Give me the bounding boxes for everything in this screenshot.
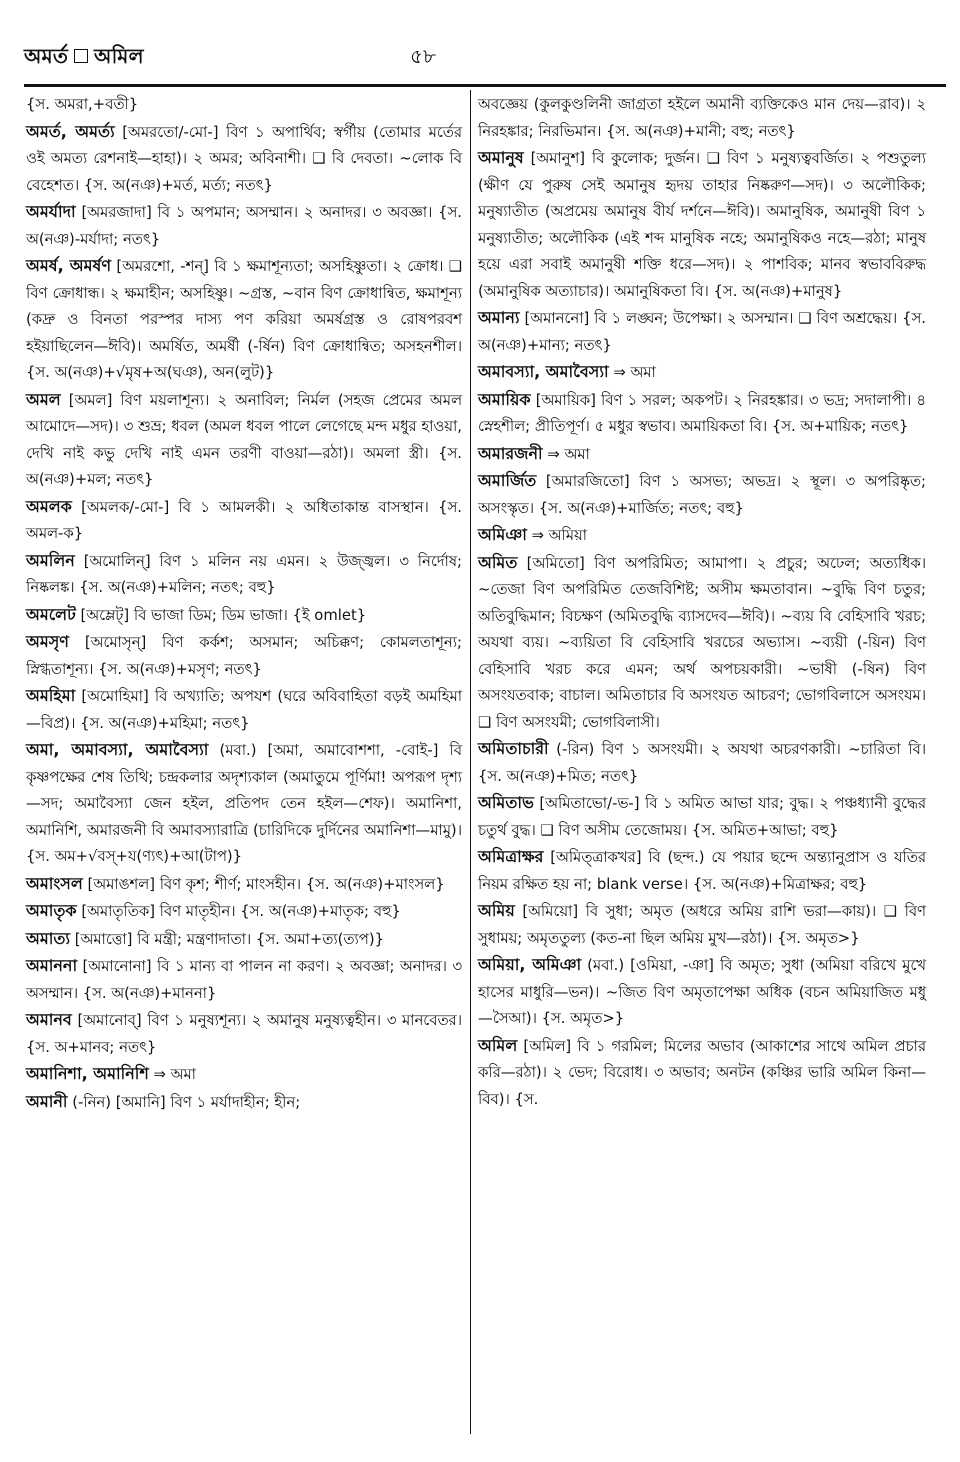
- entry-text: [অমায়িক] বিণ ১ সরল; অকপট। ২ নিরহঙ্কার। ৩ ভদ্র; সদালাপী। ৪ স্নেহশীল; প্রীতিপূর্ণ। ৫ মধুর স্বভাব। অমায়িকতা বি। {স. অ+মায়িক; নতৎ}: [478, 391, 926, 435]
- entry-text: [অমরশো, -শন্] বি ১ ক্ষমাশূন্যতা; অসহিষ্ণুতা। ২ ক্রোধ। ❑ বিণ ক্রোধান্ধ। ২ ক্ষমাহীন; অসহিষ্ণু। ~গ্রস্ত, ~বান বিণ ক্রোধান্বিত, ক্ষমাশূন্য (কদ্রু ও বিনতা পরস্পর দাস্য পণ করিয়া অমর্ষগ্রস্ত ও রোষপরবশ হইয়াছিলেন—ঈবি)। অমর্ষিত, অমর্ষী (-র্ষিন) বিণ ক্রোধান্বিত; অসহনশীল। {স. অ(নঞ)+√মৃষ+অ(ঘঞ), অন(লুট)}: [26, 258, 462, 381]
- headword: অমিল: [478, 1035, 518, 1055]
- entry-text: ⇒ অমিয়া: [531, 527, 587, 544]
- entry-text: [অমিয়ো] বি সুধা; অমৃত (অধরে অমিয় রাশি ভরা—কায়)। ❑ বিণ সুধাময়; অমৃততুল্য (কত-না ছিল অমিয় মুখ—রঠা)। {স. অমৃত>}: [478, 903, 926, 947]
- guide-word-last: অমিল: [94, 44, 144, 68]
- dictionary-entry: [26, 953, 462, 1007]
- dictionary-entry: [26, 548, 462, 602]
- dictionary-entry: [26, 1089, 462, 1117]
- entry-text: [অমারজিতো] বিণ ১ অসভ্য; অভদ্র। ২ স্থূল। ৩ অপরিষ্কৃত; অসংস্কৃত। {স. অ(নঞ)+মার্জিত; নতৎ; বহু}: [478, 473, 926, 517]
- headword: অমিতাভ: [478, 793, 534, 812]
- headword: অমিত্রাক্ষর: [478, 847, 544, 866]
- headword: অমাননা: [26, 956, 78, 975]
- entry-text: [অমরজাদা] বি ১ অপমান; অসম্মান। ২ অনাদর। ৩ অবজ্ঞা। {স. অ(নঞ)-মর্যাদা; নতৎ}: [26, 204, 462, 248]
- dictionary-entry: [478, 387, 926, 441]
- headword: অমসৃণ: [26, 632, 69, 651]
- entry-text: [অমিল] বি ১ গরমিল; মিলের অভাব (আকাশের সাথে অমিল প্রচার করি—রঠা)। ২ ভেদ; বিরোধ। ৩ অভাব; অনটন (কঞ্চির ভারি অমিল কিনা—বিব)। {স.: [478, 1037, 926, 1108]
- page-number: ৫৮: [410, 44, 436, 68]
- entry-text: [অমোলিন্] বিণ ১ মলিন নয় এমন। ২ উজ্জ্বল। ৩ নির্দোষ; নিষ্কলঙ্ক। {স. অ(নঞ)+মলিন; নতৎ; বহু}: [26, 552, 462, 596]
- headword: অমানব: [26, 1010, 72, 1029]
- dictionary-entry: [26, 387, 462, 494]
- dictionary-entry: [26, 898, 462, 926]
- right-column: [478, 92, 926, 1113]
- entry-text: ⇒ অমা: [613, 364, 656, 381]
- entry-text: [অমানুশ] বি কুলোক; দুর্জন। ❑ বিণ ১ মনুষ্যত্ববর্জিত। ২ পশুতুল্য (ক্ষীণ যে পুরুষ সেই অমানুষ হৃদয় তাহার নিষ্করুণ—সদ)। ৩ অলৌকিক; মনুষ্যাতীত (অপ্রমেয় অমানুষ বীর্য দর্শনে—ঈবি)। অমানুষিক, অমানুষী বিণ ১ মনুষ্যাতীত; অলৌকিক (এই শব্দ মানুষিক নহে; অমানুষিকও নহে—রঠা; মানুষ হয়ে এরা সবাই অমানুষী শক্তি ধরে—সদ)। ২ পাশবিক; মানব স্বভাববিরুদ্ধ (অমানুষিক অত্যাচার)। অমানুষিকতা বি। {স. অ(নঞ)+মানুষ}: [478, 150, 926, 300]
- headword: অমিয়: [478, 901, 515, 920]
- dictionary-entry: [478, 790, 926, 844]
- entry-text: (মবা.) [অমা, অমাবোশশা, -বোই-] বি কৃষ্ণপক্ষের শেষ তিথি; চন্দ্রকলার অদৃশ্যকাল (অমাতুমে পূর্ণিমা! অপরূপ দৃশ্য—সদ; অমাবৈস্যা জেন হইল, প্রতিপদ তেন হইল—শেফ)। অমানিশা, অমানিশি, অমারজনী বি অমাবস্যারাত্রি (চারিদিকে দুর্দিনের অমানিশা—মামু)। {স. অম+√বস্+য(ণ্যৎ)+আ(টাপ)}: [26, 742, 462, 865]
- guide-word-first: অমর্ত: [24, 44, 69, 68]
- entry-text: [অমানোব্] বিণ ১ মনুষ্যশূন্য। ২ অমানুষ মনুষ্যত্বহীন। ৩ মানবেতর। {স. অ+মানব; নতৎ}: [26, 1012, 462, 1056]
- dictionary-entry: [478, 898, 926, 952]
- headword: অমার্জিত: [478, 471, 537, 490]
- dictionary-entry: [478, 92, 926, 145]
- entry-text: (মবা.) [ওমিয়া, -ঞা] বি অমৃত; সুধা (অমিয়া বরিখে মুখে হাসের মাধুরি—ভন)। ~জিত বিণ অমৃতাপেক্ষা অধিক (বচন অমিয়াজিত মধু—সৈআ)। {স. অমৃত>}: [478, 957, 926, 1027]
- entry-text: [অমানোনা] বি ১ মান্য বা পালন না করণ। ২ অবজ্ঞা; অনাদর। ৩ অসম্মান। {স. অ(নঞ)+মাননা}: [26, 958, 462, 1002]
- left-column: [26, 92, 462, 1116]
- dictionary-entry: [26, 1061, 462, 1089]
- headword: অমাংসল: [26, 873, 83, 893]
- dictionary-entry: [478, 468, 926, 522]
- dictionary-entry: [478, 736, 926, 790]
- headword: অমিতাচারী: [478, 739, 549, 758]
- entry-text: [অম্লেট্] বি ভাজা ডিম; ডিম ভাজা। {ই omlet}: [80, 606, 367, 624]
- entry-text: [অমোসৃন্] বিণ কর্কশ; অসমান; অচিক্কণ; কোমলতাশূন্য; স্নিগ্ধতাশূন্য। {স. অ(নঞ)+মসৃণ; নতৎ}: [26, 634, 462, 678]
- headword: অমারজনী: [478, 443, 543, 463]
- guide-words: [24, 42, 144, 75]
- dictionary-entry: [26, 602, 462, 630]
- entry-text: [অমিত্‌ত্রাকখর] বি (ছন্দ.) যে পয়ার ছন্দে অন্ত্যানুপ্রাস ও যতির নিয়ম রক্ষিত হয় না; blank verse। {স. অ(নঞ)+মিত্রাক্ষর; বহু}: [478, 849, 926, 893]
- headword: অমা, অমাবস্যা, অমাবৈস্যা: [26, 740, 209, 759]
- dictionary-entry: [26, 253, 462, 387]
- headword: অমর্ত, অমর্ত্য: [26, 121, 115, 141]
- entry-text: (-নিন) [অমানি] বিণ ১ মর্যাদাহীন; হীন;: [72, 1093, 301, 1111]
- dictionary-entry: [478, 1033, 926, 1114]
- dictionary-entry: [26, 926, 462, 954]
- headword: অমিঞা: [478, 525, 527, 544]
- entry-text: [অমোহিমা] বি অখ্যাতি; অপযশ (ঘরে অবিবাহিতা বড়ই অমহিমা—বিপ্র)। {স. অ(নঞ)+মহিমা; নতৎ}: [26, 688, 462, 732]
- headword: অমানুষ: [478, 148, 524, 167]
- dictionary-entry: [478, 844, 926, 898]
- dictionary-entry: [478, 145, 926, 305]
- headword: অমর্ষ, অমর্ষণ: [26, 256, 112, 275]
- entry-text: (-রিন) বিণ ১ অসংযমী। ২ অযথা অচরণকারী। ~চারিতা বি। {স. অ(নঞ)+মিত; নতৎ}: [478, 741, 926, 785]
- headword: অমিত: [478, 552, 518, 572]
- headword: অমানিশা, অমানিশি: [26, 1064, 149, 1083]
- headword: অমায়িক: [478, 389, 531, 409]
- entry-text: [অমাত্তো] বি মন্ত্রী; মন্ত্রণাদাতা। {স. অমা+ত্য(ত্যপ)}: [74, 930, 385, 948]
- entry-text: {স. অমরা,+বতী}: [26, 96, 139, 113]
- entry-text: [অমাতৃতিক] বিণ মাতৃহীন। {স. অ(নঞ)+মাতৃক; বহু}: [81, 903, 401, 920]
- entry-text: [অমরতো/-মো-] বিণ ১ অপার্থিব; স্বর্গীয় (তোমার মর্তের ওই অমত্য রেশনাই—হাহা)। ২ অমর; অবিনাশী। ❑ বি দেবতা। ~লোক বি বেহেশত। {স. অ(নঞ)+মর্ত, মর্ত্য; নতৎ}: [26, 123, 462, 194]
- separator-box-icon: [74, 49, 88, 63]
- headword: অমান্য: [478, 308, 520, 327]
- column-divider: [470, 90, 471, 1434]
- entry-text: [অমিতাভো/-ভ-] বি ১ অমিত আভা যার; বুদ্ধ। ২ পঞ্চধ্যানী বুদ্ধের চতুর্থ বুদ্ধ। ❑ বিণ অসীম তেজোময়। {স. অমিত+আভা; বহু}: [478, 795, 926, 839]
- dictionary-entry: [478, 359, 926, 387]
- headword: অমর্যাদা: [26, 202, 76, 221]
- dictionary-entry: [478, 441, 926, 469]
- headword: অমানী: [26, 1091, 68, 1111]
- headword: অমহিমা: [26, 686, 76, 705]
- dictionary-entry: [478, 522, 926, 550]
- headword: অমলেট: [26, 604, 76, 624]
- entry-text: [অমাঙশল] বিণ কৃশ; শীর্ণ; মাংসহীন। {স. অ(নঞ)+মাংসল}: [87, 875, 445, 893]
- dictionary-entry: [26, 683, 462, 737]
- entry-text: ⇒ অমা: [153, 1066, 196, 1083]
- dictionary-entry: [26, 119, 462, 200]
- entry-text: [অমলক/-মো-] বি ১ আমলকী। ২ অধিতাকান্ত বাসস্থান। {স. অমল-ক}: [26, 498, 462, 542]
- headword: অমিয়া, অমিঞা: [478, 955, 582, 974]
- entry-text: অবজ্ঞেয় (কুলকুণ্ডলিনী জাগ্রতা হইলে অমানী ব্যক্তিকেও মান দেয়—রাব)। ২ নিরহঙ্কার; নিরভিমান। {স. অ(নঞ)+মানী; বহু; নতৎ}: [478, 96, 926, 140]
- dictionary-entry: [478, 305, 926, 359]
- headword: অমল: [26, 389, 61, 409]
- headword: অমাবস্যা, অমাবৈস্যা: [478, 362, 609, 381]
- dictionary-entry: [26, 92, 462, 119]
- entry-text: [অমাননো] বি ১ লঙ্ঘন; উপেক্ষা। ২ অসম্মান। ❑ বিণ অশ্রদ্ধেয়। {স. অ(নঞ)+মান্য; নতৎ}: [478, 310, 926, 354]
- dictionary-entry: [478, 952, 926, 1033]
- dictionary-entry: [26, 494, 462, 548]
- headword: অমাতৃক: [26, 901, 77, 920]
- dictionary-entry: [26, 737, 462, 871]
- headword: অমলিন: [26, 550, 75, 570]
- dictionary-entry: [26, 199, 462, 253]
- entry-text: [অমিতো] বিণ অপরিমিত; আমাপা। ২ প্রচুর; অঢেল; অত্যধিক। ~তেজা বিণ অপরিমিত তেজবিশিষ্ট; অসীম ক্ষমতাবান। ~বুদ্ধি বিণ চতুর; অতিবুদ্ধিমান; বিচক্ষণ (অমিতবুদ্ধি ব্যাসদেব—ঈবি)। ~ব্যয় বি বেহিসাবি খরচ; অযথা ব্যয়। ~ব্যয়িতা বি বেহিসাবি খরচের অভ্যাস। ~ব্যয়ী (-য়িন) বিণ বেহিসাবি খরচ করে এমন; অর্থ অপচয়কারী। ~ভাষী (-ষিন) বিণ অসংযতবাক; বাচাল। অমিতাচার বি অসংযত আচরণ; ভোগবিলাসে অসংযম। ❑ বিণ অসংযমী; ভোগবিলাসী।: [478, 554, 926, 731]
- entry-text: ⇒ অমা: [547, 445, 590, 463]
- dictionary-entry: [478, 550, 926, 737]
- headword: অমাত্য: [26, 928, 71, 948]
- dictionary-entry: [26, 629, 462, 683]
- headword: অমলক: [26, 496, 72, 516]
- entry-text: [অমল] বিণ ময়লাশূন্য। ২ অনাবিল; নির্মল (সহজ প্রেমের অমল আমোদে—সদ)। ৩ শুভ্র; ধবল (অমল ধবল পালে লেগেছে মন্দ মধুর হাওয়া, দেখি নাই কভু দেখি নাই এমন তরণী বাওয়া—রঠা)। অমলা স্ত্রী। {স. অ(নঞ)+মল; নতৎ}: [26, 391, 462, 488]
- header-rule: [24, 84, 946, 87]
- dictionary-entry: [26, 1007, 462, 1061]
- dictionary-entry: [26, 871, 462, 899]
